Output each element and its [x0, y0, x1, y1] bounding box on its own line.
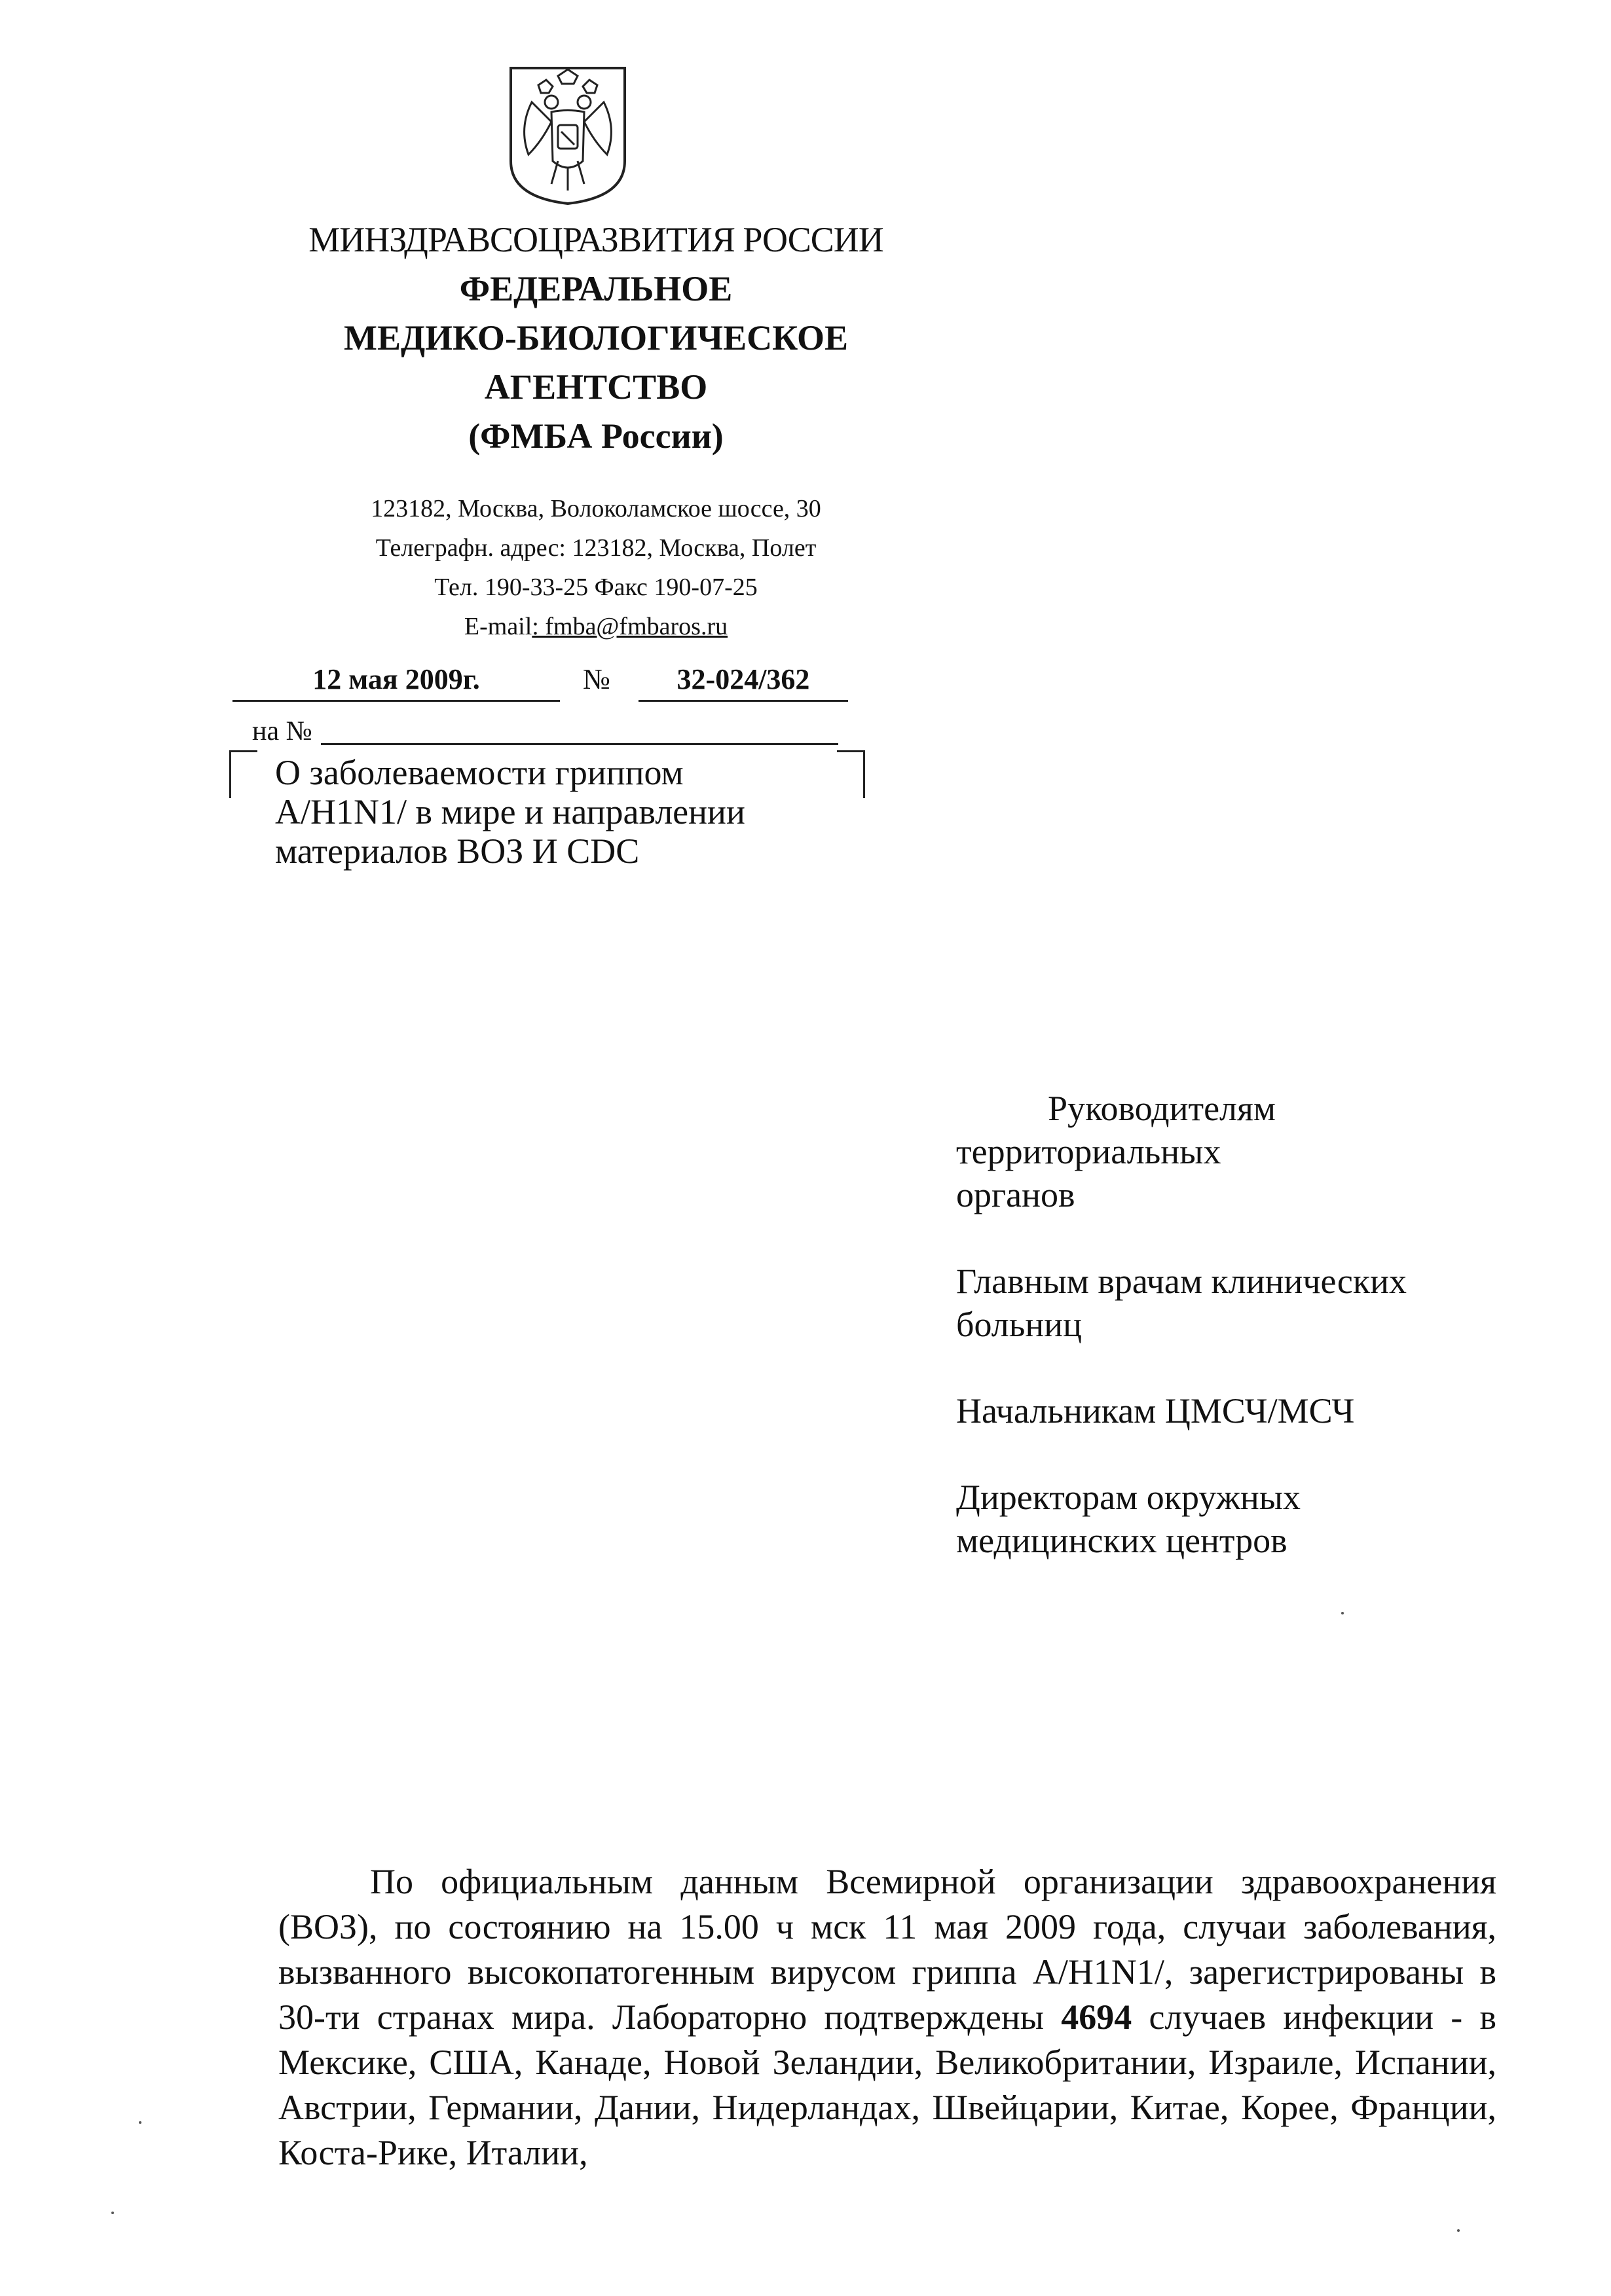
addressee-line: больниц — [956, 1305, 1083, 1344]
document-number: 32-024/362 — [639, 663, 848, 702]
subject — [275, 753, 864, 871]
scan-speck — [111, 2212, 114, 2214]
body-text-part: случаев инфекции - в Мексике, США, Канаде, Новой Зеландии, Великобритании, Израиле, Испании, Австрии, Германии, Дании, Нидерландах, Швейцарии, Китае, Корее, Франции, Коста-Рике, Италии, — [278, 1997, 1497, 2172]
postal-address: 123182, Москва, Волоколамское шоссе, 30 — [371, 495, 821, 522]
document-date: 12 мая 2009г. — [232, 663, 560, 702]
addressee-group — [956, 1087, 1546, 1216]
body-paragraph — [278, 1859, 1496, 2176]
scan-speck — [1457, 2229, 1460, 2232]
email-label: E-mail — [464, 613, 532, 640]
agency-name-line-3: АГЕНТСТВО — [484, 367, 708, 407]
reply-to-label: на № — [252, 716, 312, 746]
telegraph-address: Телеграфн. адрес: 123182, Москва, Полет — [375, 534, 817, 562]
agency-name-line-2: МЕДИКО-БИОЛОГИЧЕСКОЕ — [343, 318, 849, 357]
agency-short-name: (ФМБА России) — [468, 416, 724, 456]
addressee-group — [956, 1389, 1546, 1432]
addressee-line: медицинских центров — [956, 1521, 1287, 1560]
phone-fax: Тел. 190-33-25 Факс 190-07-25 — [434, 574, 758, 601]
subject-bracket-left — [229, 750, 257, 798]
scan-speck — [139, 2121, 141, 2124]
addressee-line: Директорам окружных — [956, 1478, 1301, 1517]
confirmed-cases-count: 4694 — [1061, 1997, 1132, 2037]
addressee-line: Начальникам ЦМСЧ/МСЧ — [956, 1391, 1355, 1430]
addressee-line: территориальных — [956, 1132, 1221, 1171]
email-link[interactable]: : fmba@fmbaros.ru — [532, 613, 728, 640]
addressee-group — [956, 1476, 1546, 1562]
coat-of-arms-icon — [506, 63, 630, 207]
subject-line: О заболеваемости гриппом — [275, 753, 684, 792]
addressee-line: органов — [956, 1175, 1075, 1214]
subject-line: материалов ВОЗ И CDC — [275, 831, 640, 871]
reply-to-blank-line — [321, 743, 838, 745]
addressee-line: Руководителям — [1048, 1089, 1276, 1128]
addressee-group — [956, 1260, 1546, 1346]
ministry-name: МИНЗДРАВСОЦРАЗВИТИЯ РОССИИ — [308, 220, 883, 259]
agency-name-line-1: ФЕДЕРАЛЬНОЕ — [459, 269, 733, 308]
body-text-part: По официальным данным Всемирной организации здравоохранения (ВОЗ), по состоянию на 15.00 ч мск 11 мая 2009 года, случаи заболевания, вызванного высокопатогенным вирусом гриппа A/H1N1/, зарегистрированы в 30-ти странах мира. Лабораторно подтверждены — [278, 1862, 1496, 2037]
subject-line: A/H1N1/ в мире и направлении — [275, 792, 745, 831]
scan-speck — [1341, 1612, 1344, 1614]
registration-row — [232, 663, 848, 708]
addressee-line: Главным врачам клинических — [956, 1262, 1407, 1301]
email-line — [170, 612, 1022, 641]
number-sign: № — [583, 663, 610, 695]
addressees — [956, 1087, 1546, 1605]
